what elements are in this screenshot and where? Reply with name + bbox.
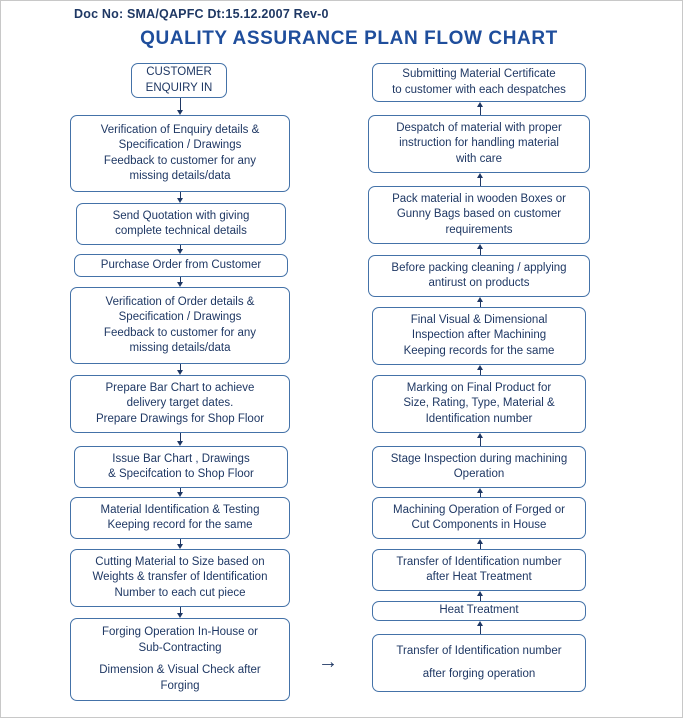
node-line: Heat Treatment — [439, 604, 519, 617]
node-line: to customer with each despatches — [392, 83, 566, 96]
node-line: delivery target dates. — [126, 397, 234, 410]
node-line: Number to each cut piece — [114, 586, 246, 599]
document-number: Doc No: SMA/QAPFC Dt:15.12.2007 Rev-0 — [74, 7, 329, 21]
node-line: Feedback to customer for any — [103, 154, 257, 167]
node-line: after Heat Treatment — [426, 571, 532, 583]
node-line: antirust on products — [428, 277, 530, 289]
node-line: missing details/data — [129, 170, 231, 182]
node-issue-bar-chart — [74, 446, 288, 488]
node-line: Prepare Bar Chart to achieve — [105, 381, 255, 394]
node-line: Machining Operation of Forged or — [393, 503, 565, 516]
node-line: complete technical details — [115, 225, 247, 237]
node-line: Gunny Bags based on customer — [396, 208, 562, 221]
node-line: requirements — [445, 223, 513, 236]
node-submitting-material-certificate — [372, 63, 586, 102]
node-line: Verification of Order details & — [105, 295, 255, 308]
node-cutting-material — [70, 549, 290, 607]
node-line: Verification of Enquiry details & — [100, 123, 260, 136]
node-line: Specification / Drawings — [118, 311, 242, 323]
page-title-text: QUALITY ASSURANCE PLAN FLOW CHART — [140, 28, 558, 49]
node-line: with care — [455, 152, 503, 165]
node-line: Keeping records for the same — [403, 344, 555, 357]
node-pack-material — [368, 186, 590, 244]
node-line: Feedback to customer for any — [103, 326, 257, 339]
node-line: Forging Operation In-House or — [102, 626, 258, 638]
node-line: ENQUIRY IN — [145, 81, 213, 94]
node-line: Weights & transfer of Identification — [92, 571, 268, 584]
node-line: Operation — [453, 468, 505, 480]
node-line — [75, 656, 285, 663]
transition-arrow-right: → — [318, 651, 338, 673]
node-line: Stage Inspection during machining — [390, 452, 568, 465]
node-prepare-bar-chart — [70, 375, 290, 433]
node-line: Despatch of material with proper — [396, 121, 562, 134]
node-final-visual-inspection — [372, 307, 586, 365]
node-purchase-order — [74, 254, 288, 277]
node-line: Identification number — [425, 412, 533, 425]
node-line: Marking on Final Product for — [406, 381, 552, 394]
node-line: Dimension & Visual Check after — [99, 664, 261, 676]
node-line: Transfer of Identification number — [396, 555, 562, 568]
node-stage-inspection — [372, 446, 586, 488]
node-line: after forging operation — [422, 668, 536, 680]
node-line: CUSTOMER — [146, 66, 212, 78]
node-transfer-after-forging — [372, 634, 586, 692]
node-line: Cut Components in House — [411, 519, 547, 531]
node-machining-operation — [372, 497, 586, 539]
node-before-packing-cleaning — [368, 255, 590, 297]
node-line: Size, Rating, Type, Material & — [403, 397, 555, 410]
node-marking-final-product — [372, 375, 586, 433]
node-line: instruction for handling material — [399, 137, 559, 150]
node-line: Sub-Contracting — [138, 641, 222, 654]
node-customer-enquiry — [131, 63, 227, 98]
node-forging-operation — [70, 618, 290, 701]
node-line: Transfer of Identification number — [396, 644, 562, 657]
node-send-quotation — [76, 203, 286, 245]
node-line: Material Identification & Testing — [100, 503, 260, 516]
page-title — [0, 28, 684, 50]
node-line: Submitting Material Certificate — [402, 68, 556, 80]
node-line — [377, 659, 581, 667]
node-verification-order — [70, 287, 290, 364]
node-line: Pack material in wooden Boxes or — [392, 192, 566, 205]
node-despatch-of-material — [368, 115, 590, 173]
node-line: Prepare Drawings for Shop Floor — [95, 412, 265, 425]
node-line: Cutting Material to Size based on — [95, 555, 265, 568]
node-line: Specification / Drawings — [118, 139, 242, 151]
node-verification-enquiry — [70, 115, 290, 192]
node-line: Issue Bar Chart , Drawings — [112, 452, 250, 465]
node-line: Send Quotation with giving — [112, 209, 250, 222]
node-transfer-after-heat-treatment — [372, 549, 586, 591]
node-line: Inspection after Machining — [411, 329, 547, 342]
node-line: Forging — [160, 679, 200, 692]
node-heat-treatment — [372, 601, 586, 621]
node-material-identification — [70, 497, 290, 539]
node-line: Final Visual & Dimensional — [410, 313, 548, 326]
node-line: Keeping record for the same — [107, 519, 253, 531]
node-line: missing details/data — [129, 342, 231, 354]
node-line: & Specifcation to Shop Floor — [108, 468, 254, 480]
node-line: Before packing cleaning / applying — [391, 261, 567, 274]
node-line: Purchase Order from Customer — [100, 258, 262, 271]
